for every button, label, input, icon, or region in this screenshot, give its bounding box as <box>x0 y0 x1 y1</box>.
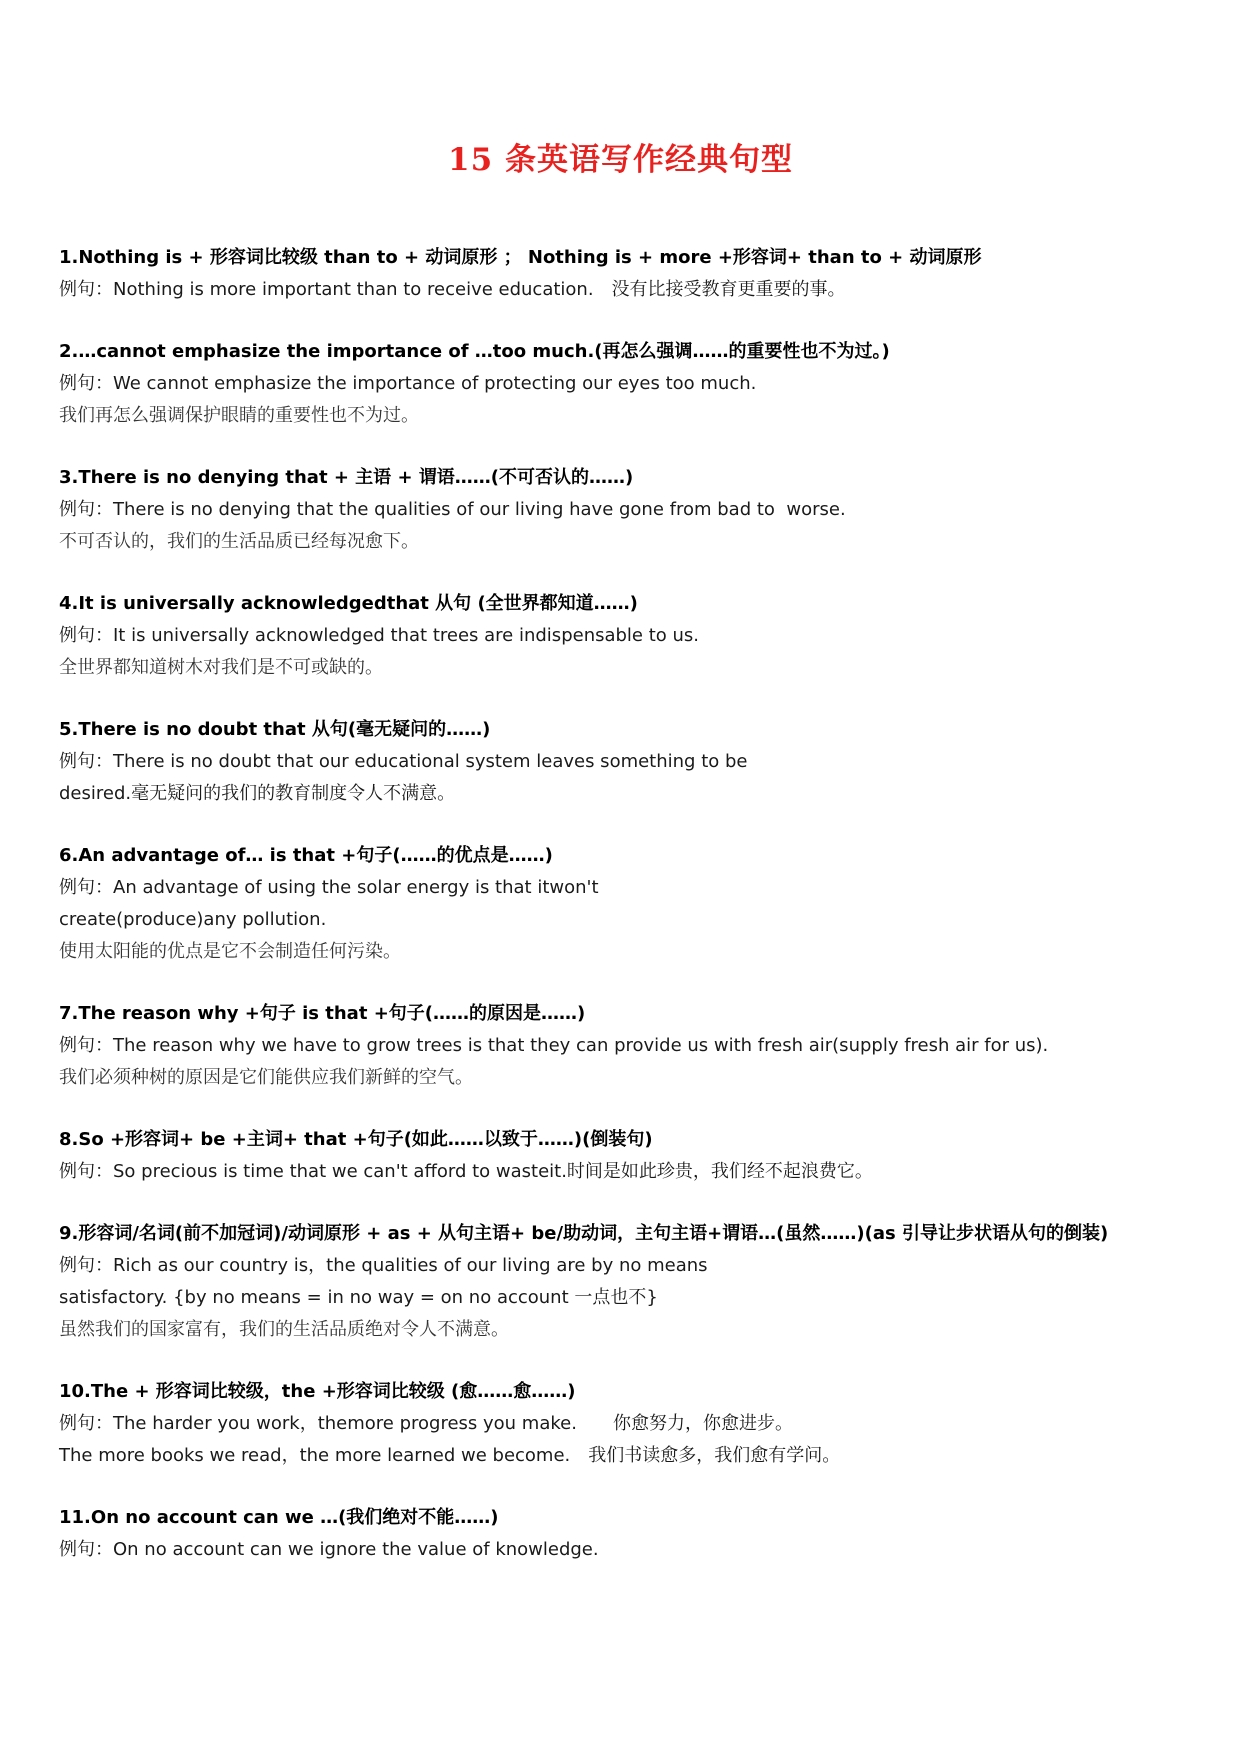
example-line: 例句：There is no doubt that our educational system leaves something to be <box>59 751 748 772</box>
pattern-heading: 1.Nothing is + 形容词比较级 than to + 动词原形 ； Nothing is + more +形容词+ than to + 动词原形 <box>59 247 982 268</box>
example-line: 例句：Nothing is more important than to receive education. 没有比接受教育更重要的事。 <box>59 279 846 300</box>
translation-line: 我们再怎么强调保护眼睛的重要性也不为过。 <box>59 405 419 426</box>
translation-line: 全世界都知道树木对我们是不可或缺的。 <box>59 657 383 678</box>
example-line-continued: satisfactory. {by no means = in no way = on no account 一点也不} <box>59 1287 658 1308</box>
pattern-item-9 <box>59 1217 1189 1346</box>
pattern-heading: 5.There is no doubt that 从句(毫无疑问的……) <box>59 719 491 740</box>
example-line: 例句：An advantage of using the solar energy is that itwon't <box>59 877 599 898</box>
pattern-heading: 6.An advantage of… is that +句子(……的优点是……) <box>59 845 553 866</box>
example-line: 例句：So precious is time that we can't afford to wasteit.时间是如此珍贵，我们经不起浪费它。 <box>59 1161 873 1182</box>
pattern-heading: 11.On no account can we …(我们绝对不能……) <box>59 1507 499 1528</box>
pattern-item-5 <box>59 713 1189 810</box>
example-line: 例句：We cannot emphasize the importance of protecting our eyes too much. <box>59 373 757 394</box>
pattern-heading: 9.形容词/名词(前不加冠词)/动词原形 + as + 从句主语+ be/助动词，主句主语+谓语…(虽然……)(as 引导让步状语从句的倒装) <box>59 1223 1109 1244</box>
pattern-heading: 8.So +形容词+ be +主词+ that +句子(如此……以致于……)(倒装句) <box>59 1129 653 1150</box>
example-line-continued: create(produce)any pollution. <box>59 909 327 930</box>
example-line: 例句：Rich as our country is，the qualities of our living are by no means <box>59 1255 708 1276</box>
pattern-item-3 <box>59 461 1189 558</box>
pattern-item-7 <box>59 997 1189 1094</box>
translation-line: 我们必须种树的原因是它们能供应我们新鲜的空气。 <box>59 1067 473 1088</box>
pattern-item-10 <box>59 1375 1189 1472</box>
pattern-heading: 3.There is no denying that + 主语 + 谓语……(不可否认的……) <box>59 467 634 488</box>
pattern-heading: 7.The reason why +句子 is that +句子(……的原因是……) <box>59 1003 586 1024</box>
page-title: 15 条英语写作经典句型 <box>448 142 793 178</box>
pattern-heading: 10.The + 形容词比较级，the +形容词比较级 (愈……愈……) <box>59 1381 576 1402</box>
translation-line: 虽然我们的国家富有，我们的生活品质绝对令人不满意。 <box>59 1319 509 1340</box>
pattern-item-2 <box>59 335 1189 432</box>
pattern-item-4 <box>59 587 1189 684</box>
example-line: 例句：The reason why we have to grow trees is that they can provide us with fresh air(supply fresh air for us). <box>59 1035 1049 1056</box>
pattern-heading: 2.…cannot emphasize the importance of …too much.(再怎么强调……的重要性也不为过。) <box>59 341 890 362</box>
pattern-item-11 <box>59 1501 1189 1566</box>
pattern-item-6 <box>59 839 1189 968</box>
example-line: 例句：There is no denying that the qualities of our living have gone from bad to worse. <box>59 499 846 520</box>
example-line-continued: desired.毫无疑问的我们的教育制度令人不满意。 <box>59 783 456 804</box>
example-line: 例句：On no account can we ignore the value of knowledge. <box>59 1539 599 1560</box>
pattern-list <box>59 241 1189 1595</box>
pattern-item-1 <box>59 241 1189 306</box>
pattern-item-8 <box>59 1123 1189 1188</box>
example-line-second: The more books we read，the more learned we become. 我们书读愈多，我们愈有学问。 <box>59 1445 841 1466</box>
translation-line: 不可否认的，我们的生活品质已经每况愈下。 <box>59 531 419 552</box>
pattern-heading: 4.It is universally acknowledgedthat 从句 (全世界都知道……) <box>59 593 638 614</box>
translation-line: 使用太阳能的优点是它不会制造任何污染。 <box>59 941 401 962</box>
example-line: 例句：It is universally acknowledged that trees are indispensable to us. <box>59 625 700 646</box>
example-line: 例句：The harder you work，themore progress you make. 你愈努力，你愈进步。 <box>59 1413 793 1434</box>
